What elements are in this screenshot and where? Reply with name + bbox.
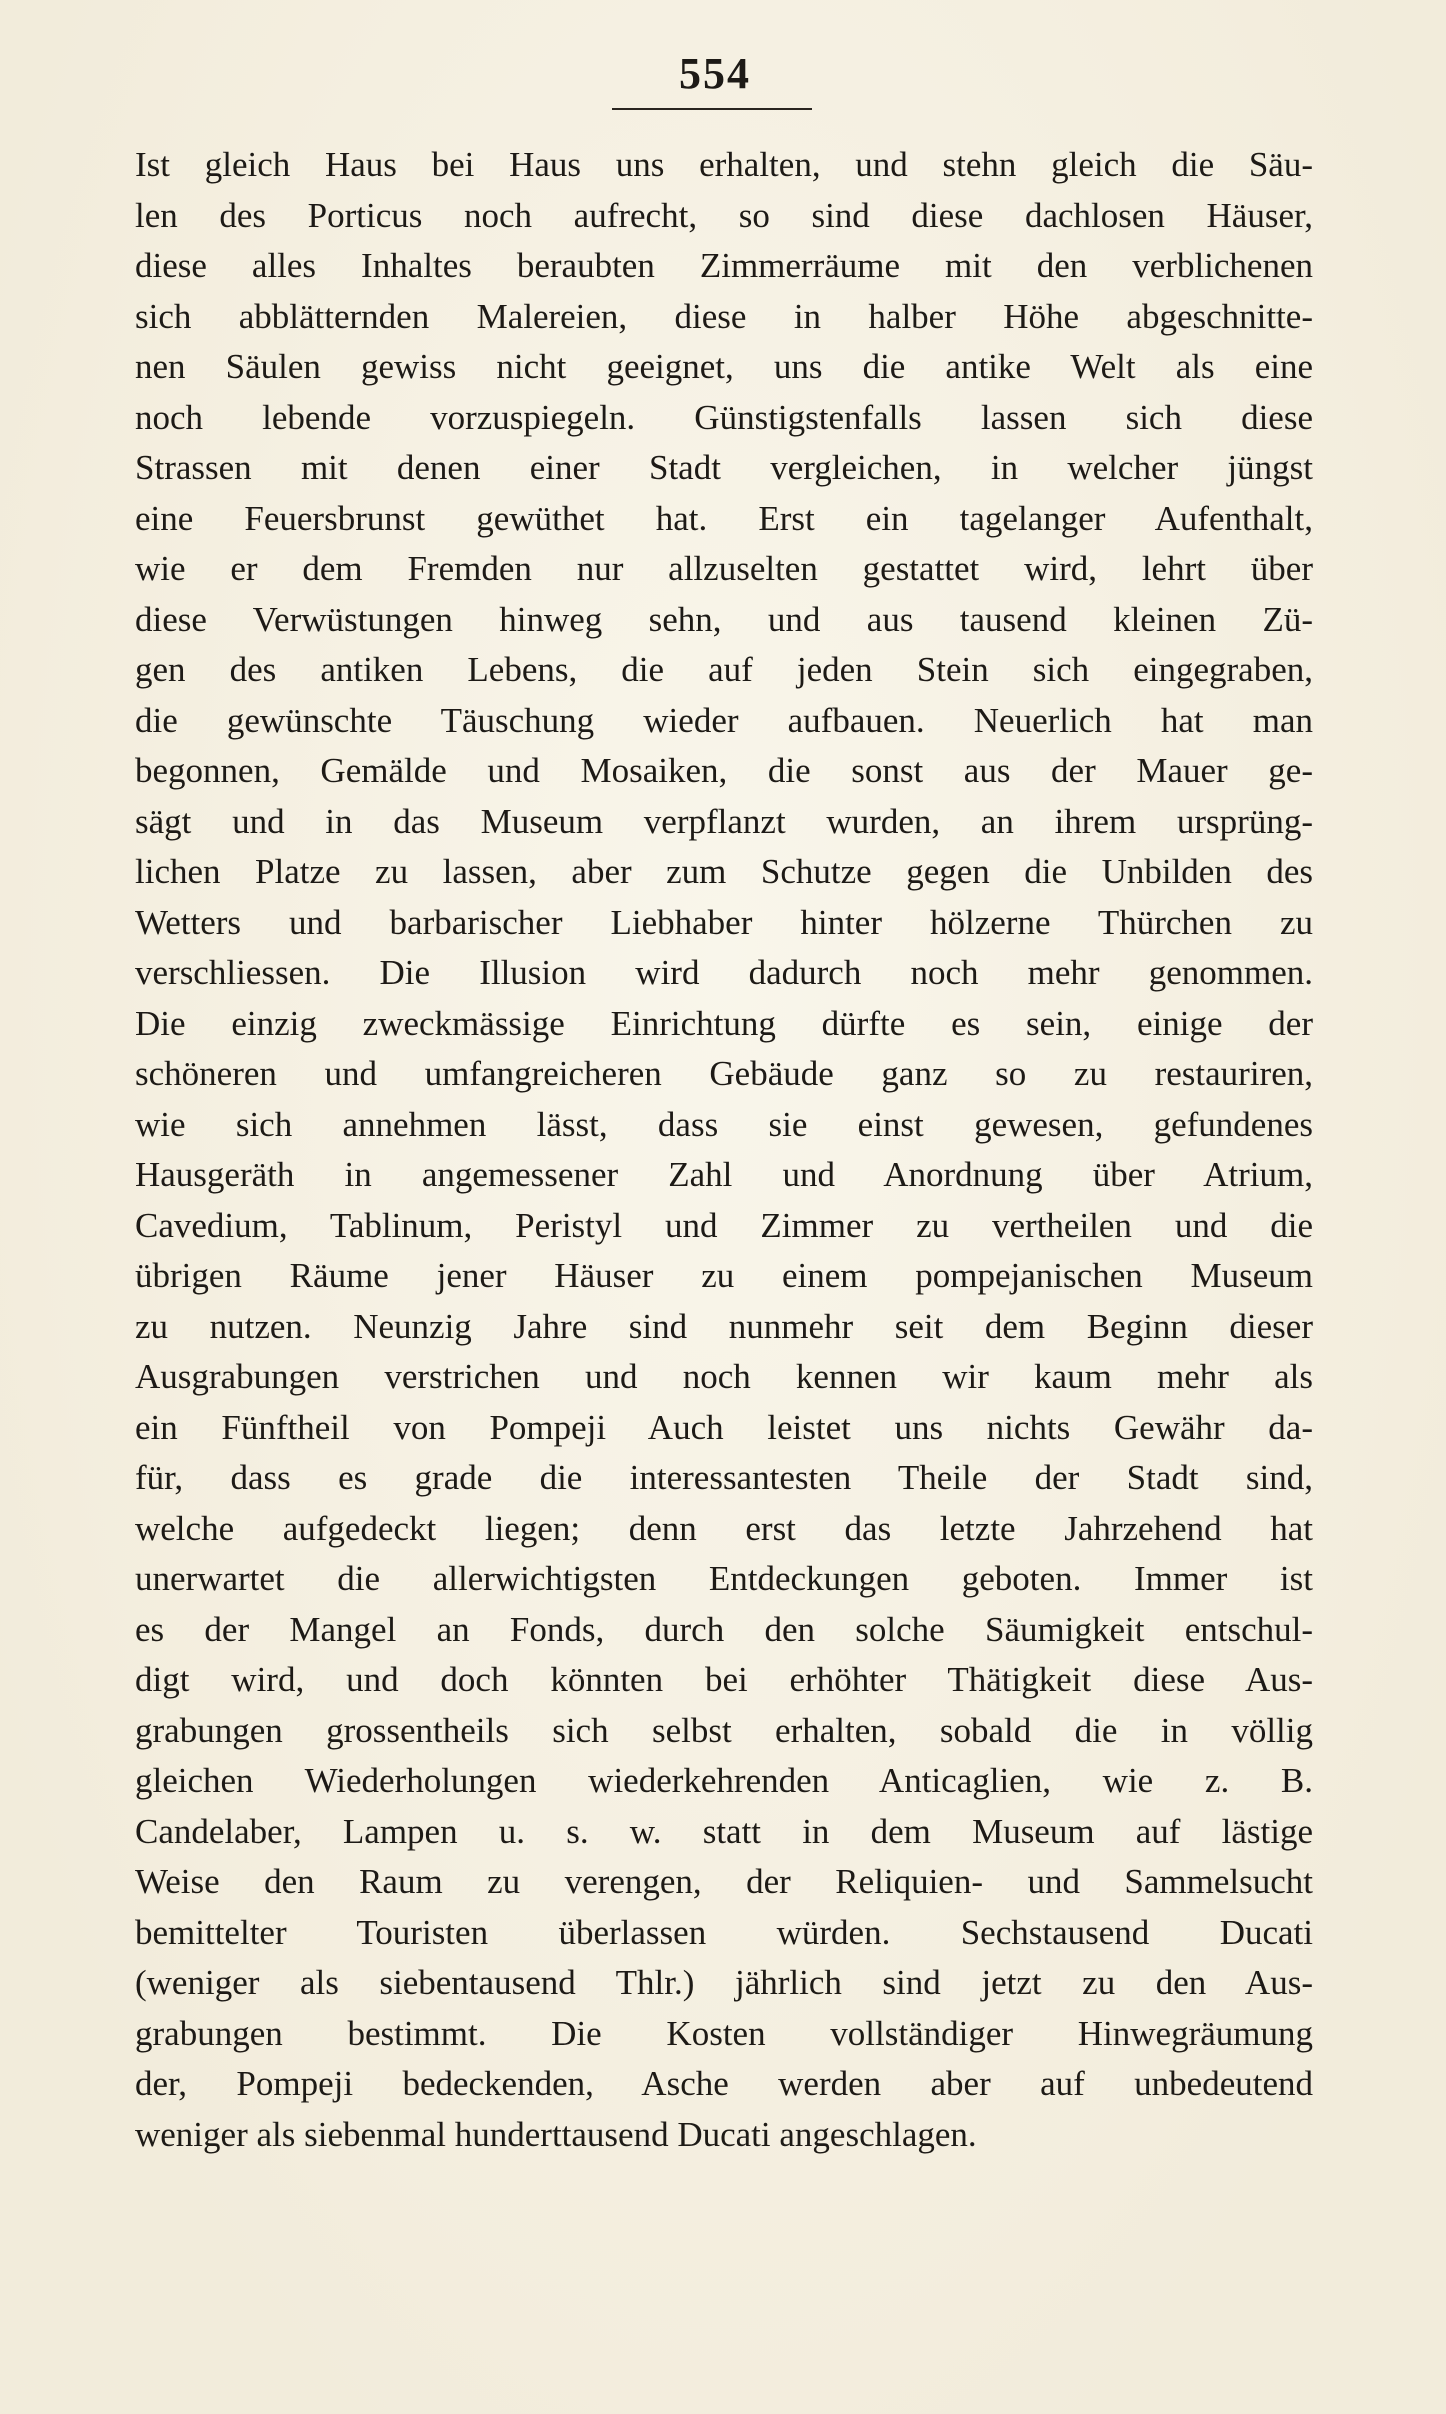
text-line: sich abblätternden Malereien, diese in halber Höhe abgeschnitte- bbox=[135, 296, 1313, 336]
text-line: übrigen Räume jener Häuser zu einem pompejanischen Museum bbox=[135, 1256, 1313, 1295]
text-line: zu nutzen. Neunzig Jahre sind nunmehr seit dem Beginn dieser bbox=[135, 1306, 1313, 1346]
text-line: Cavedium, Tablinum, Peristyl und Zimmer zu vertheilen und die bbox=[135, 1205, 1313, 1245]
text-line: digt wird, und doch könnten bei erhöhter Thätigkeit diese Aus- bbox=[135, 1660, 1313, 1699]
text-line: es der Mangel an Fonds, durch den solche Säumigkeit entschul- bbox=[135, 1609, 1313, 1649]
header-rule bbox=[612, 108, 812, 110]
text-line: ein Fünftheil von Pompeji Auch leistet uns nichts Gewähr da- bbox=[135, 1407, 1313, 1447]
text-line: (weniger als siebentausend Thlr.) jährlich sind jetzt zu den Aus- bbox=[135, 1963, 1313, 2002]
text-line: Hausgeräth in angemessener Zahl und Anordnung über Atrium, bbox=[135, 1155, 1313, 1194]
text-line: noch lebende vorzuspiegeln. Günstigstenfalls lassen sich diese bbox=[135, 397, 1313, 437]
text-line: wie er dem Fremden nur allzuselten gestattet wird, lehrt über bbox=[135, 549, 1313, 588]
text-line: begonnen, Gemälde und Mosaiken, die sonst aus der Mauer ge- bbox=[135, 751, 1313, 790]
text-line: die gewünschte Täuschung wieder aufbauen. Neuerlich hat man bbox=[135, 700, 1313, 740]
body-text bbox=[135, 140, 1313, 2160]
text-line: diese Verwüstungen hinweg sehn, und aus tausend kleinen Zü- bbox=[135, 599, 1313, 639]
text-line: Strassen mit denen einer Stadt vergleichen, in welcher jüngst bbox=[135, 448, 1313, 487]
text-line: grabungen grossentheils sich selbst erhalten, sobald die in völlig bbox=[135, 1710, 1313, 1750]
text-line: Die einzig zweckmässige Einrichtung dürfte es sein, einige der bbox=[135, 1003, 1313, 1043]
text-line: Candelaber, Lampen u. s. w. statt in dem Museum auf lästige bbox=[135, 1811, 1313, 1851]
text-line: grabungen bestimmt. Die Kosten vollständiger Hinwegräumung bbox=[135, 2013, 1313, 2053]
text-line: Ist gleich Haus bei Haus uns erhalten, und stehn gleich die Säu- bbox=[135, 145, 1313, 184]
text-line: bemittelter Touristen überlassen würden. Sechstausend Ducati bbox=[135, 1912, 1313, 1952]
text-line: gleichen Wiederholungen wiederkehrenden Anticaglien, wie z. B. bbox=[135, 1761, 1313, 1800]
text-line: gen des antiken Lebens, die auf jeden Stein sich eingegraben, bbox=[135, 650, 1313, 689]
text-line: nen Säulen gewiss nicht geeignet, uns die antike Welt als eine bbox=[135, 347, 1313, 386]
text-line: Weise den Raum zu verengen, der Reliquien- und Sammelsucht bbox=[135, 1862, 1313, 1901]
text-line: weniger als siebenmal hunderttausend Ducati angeschlagen. bbox=[135, 2114, 977, 2154]
page-number: 554 bbox=[679, 49, 751, 98]
text-line: unerwartet die allerwichtigsten Entdeckungen geboten. Immer ist bbox=[135, 1559, 1313, 1598]
text-line: wie sich annehmen lässt, dass sie einst gewesen, gefundenes bbox=[135, 1104, 1313, 1144]
text-line: len des Porticus noch aufrecht, so sind diese dachlosen Häuser, bbox=[135, 195, 1313, 235]
text-line: diese alles Inhaltes beraubten Zimmerräume mit den verblichenen bbox=[135, 246, 1313, 285]
text-line: schöneren und umfangreicheren Gebäude ganz so zu restauriren, bbox=[135, 1054, 1313, 1093]
text-line: Ausgrabungen verstrichen und noch kennen wir kaum mehr als bbox=[135, 1357, 1313, 1396]
text-line: verschliessen. Die Illusion wird dadurch noch mehr genommen. bbox=[135, 953, 1313, 992]
text-line: eine Feuersbrunst gewüthet hat. Erst ein tagelanger Aufenthalt, bbox=[135, 498, 1313, 538]
text-line: sägt und in das Museum verpflanzt wurden, an ihrem ursprüng- bbox=[135, 801, 1313, 841]
text-line: für, dass es grade die interessantesten Theile der Stadt sind, bbox=[135, 1458, 1313, 1497]
text-line: welche aufgedeckt liegen; denn erst das letzte Jahrzehend hat bbox=[135, 1508, 1313, 1548]
text-line: Wetters und barbarischer Liebhaber hinter hölzerne Thürchen zu bbox=[135, 902, 1313, 942]
text-line: lichen Platze zu lassen, aber zum Schutze gegen die Unbilden des bbox=[135, 852, 1313, 891]
text-line: der, Pompeji bedeckenden, Asche werden aber auf unbedeutend bbox=[135, 2064, 1313, 2103]
